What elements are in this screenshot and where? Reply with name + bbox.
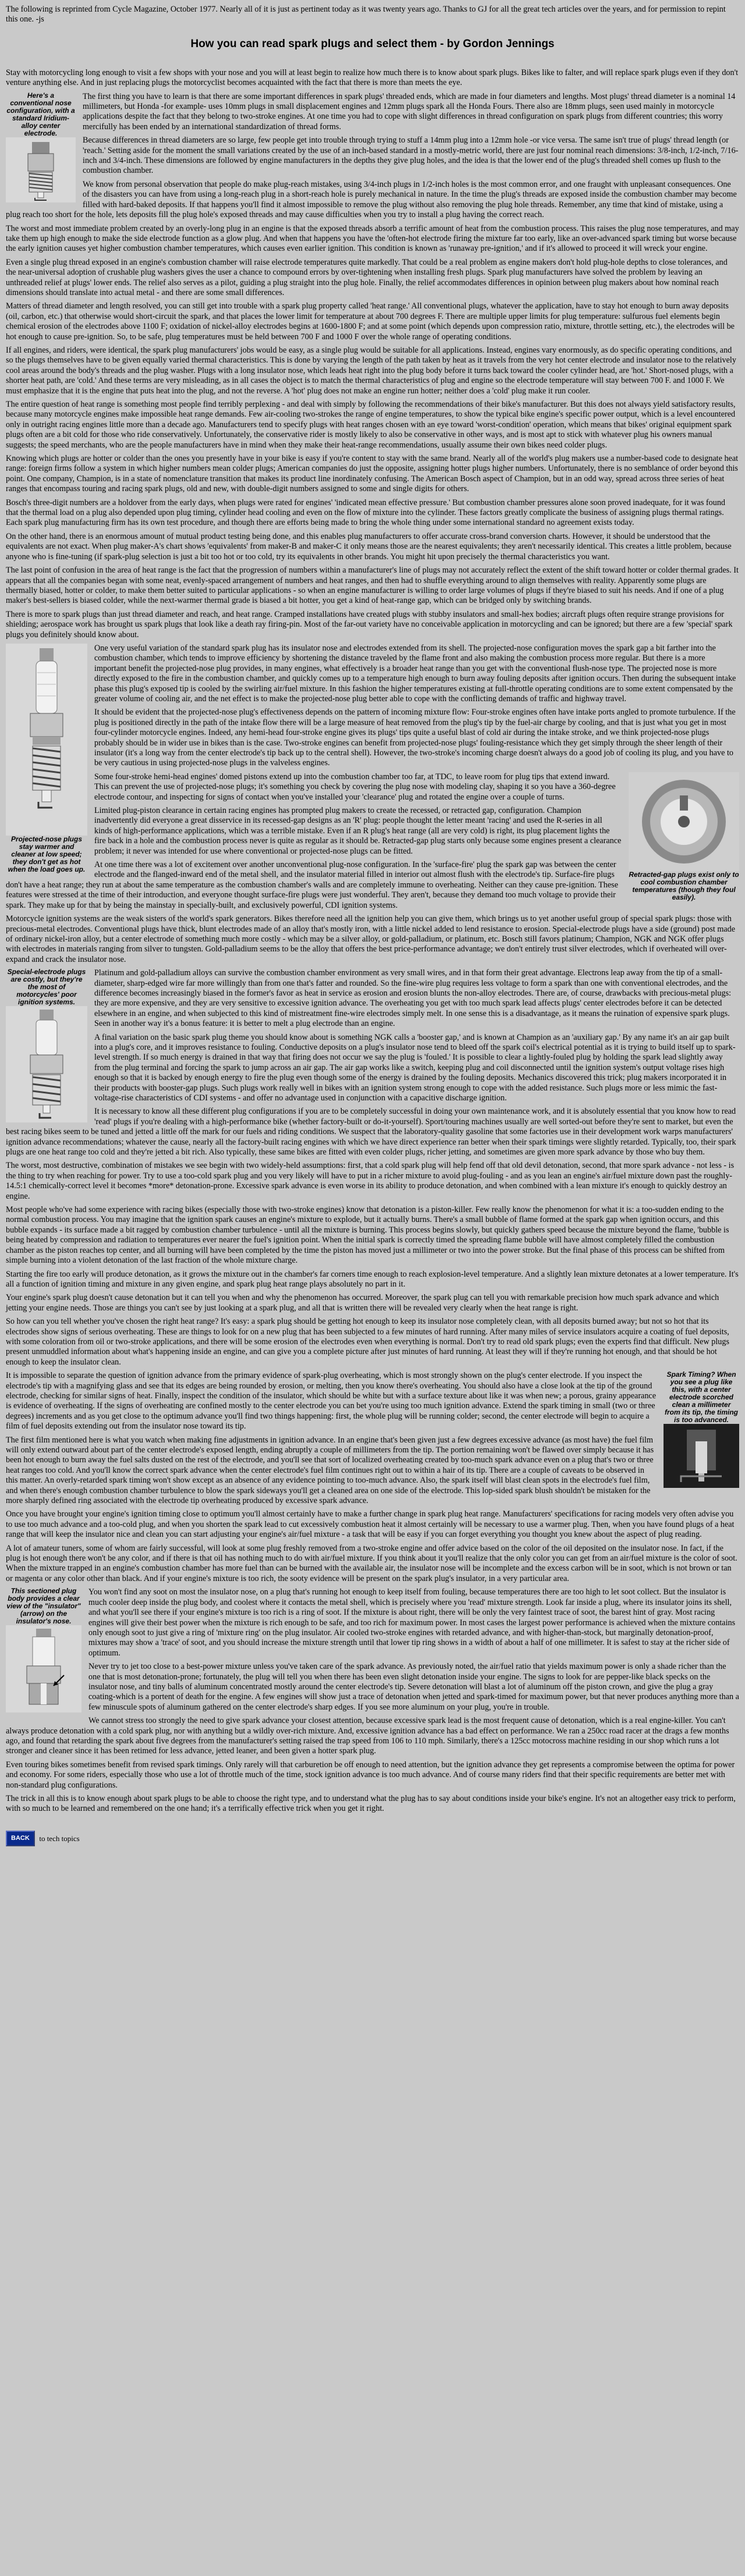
paragraph: The entire question of heat range is something most people find terribly perplexing - and deal with simply by following the recommendations of their bike's manufacturer. But this does not always yield satisfactory results, because many motorcycle engines make impossible heat range demands. Few air-cooling two-strokes the range of engine temperatures, to show the typical bike engine's specific power output, which is a level encountered only in outright racing engines little more than a decade ago. Manufacturers tend to specify plugs with heat ranges chosen with an eye toward 'worst-condition' operation, which means that bikes' original equipment spark plugs often are a bit cold for those who ride conservatively. Unfortunately, the conservative rider is mostly likely to also be conservative in other ways, and is most apt to stick with whatever plug his owners manual suggests; the speed merchants, who are the people manufacturers have in mind when they make their heat-range recommendations, usually assume their own bikes need colder plugs. <box>6 400 736 450</box>
paragraph: At one time there was a lot of excitement over another unconventional plug-nose configuration. In the 'surface-fire' plug the spark gap was between the center electrode and the flanged-inward end of the metal shell, and the insulator material filled in interior out almost flush with the electrode's tip. Surface-fire plugs don't have a heat range; they run at about the same temperature as the combustion chamber's walls and are completely immune to overheating. Neither can they cause pre-ignition. These features were stressed at the time of their introduction, and everyone thought surface-fire plugs were just wonderful. They aren't, because they demand too much voltage to provide their spark. They make up for that by being the mainstay in specially-built, and exclusively powerful, CDI ignition systems. <box>6 860 618 910</box>
figure-caption: Projected-nose plugs stay warmer and cleaner at low speed; they don't get as hot when the load goes up. <box>8 834 86 873</box>
figure-retracted-gap-plug <box>629 772 739 901</box>
paragraph: Some four-stroke hemi-head engines' domed pistons extend up into the combustion chamber too far, at TDC, to leave room for plug tips that extend inward. This can prevent the use of projected-nose plugs; it's something you check by covering the plug nose with modeling clay, shaping it so you have a 360-degree electrode contour, and inspecting for signs of contact when you've installed your 'clearance' plug and rotated the engine over a couple of turns. <box>94 772 616 802</box>
paragraph: Never try to jet too close to a best-power mixture unless you've taken care of the spark advance. As previously noted, the air/fuel ratio that yields maximum power is only a shade richer than the one that is most detonation-prone; fortunately, the plug will tell you when there has been even slight detonation inside your engine. The signs to look for are pepper-like black specks on the insulator nose, and tiny balls of aluminum concentrated mostly around the center electrode's tip. Severe detonation will blast a lot of aluminum off the piston crown, and give the plug a gray coating-which is a portent of death for the engine. A few engines will show just a trace of detonation when jetted and spark-timed for maximum power, but that never produces anything more than a few minuscule spots of aluminum gathered on the center electrode's sharp edges. If you see more aluminum on your plug, you're in trouble. <box>88 1662 739 1712</box>
paragraph: Because differences in thread diameters are so large, few people get into trouble through trying to stuff a 14mm plug into a 12mm hole -or vice versa. The same isn't true of plugs' thread length (or 'reach.' Setting aside for the moment the small variations created by the use of an inch-based standard in a mostly-metric world, there are just four nominal reach dimensions: 3/8-inch, 1/2-inch, 7/16-inch and 3/4-inch. These dimensions are followed by engine manufacturers in the depths they give plug holes, and the idea is that the lower end of the plug's threaded shell comes up flush to the combustion chamber. <box>83 136 739 176</box>
paragraph: Knowing which plugs are hotter or colder than the ones you presently have in your bike is easy if you're content to stay with the same brand. Nearly all of the world's plug makers use a number-based code to designate heat range: foreign firms follow a system in which higher numbers mean colder plugs; American companies do just the opposite, assigning hotter plugs higher numbers. Unfortunately, there is no semblance of order beyond this point. One company, Champion, is in a state of nomenclature transition that makes its product line inordinately confusing. The American Bosch aspect of Champion, but in an odd way, spread across three series of heat ranges that encompass touring and racing spark plugs, old and new, with double-digit numbers assigned to some and single digits for others. <box>6 454 739 494</box>
figure-conventional-plug <box>6 92 76 202</box>
paragraph: One very useful variation of the standard spark plug has its insulator nose and electrodes extended from its shell. The projected-nose configuration moves the spark gap a bit farther into the combustion chamber, which tends to improve efficiency by shortening the distance traveled by the flame front and also making the combustion process more regular. But there is a more important benefit the projected-nose plug provides, in many engines, what effectively is a broader heat range than you get with the conventional flush-nose type. The projected nose is more directly exposed to the fire in the combustion chamber, and quickly comes up to a temperature high enough to burn away fouling deposits after ignition occurs. Then during the subsequent intake phase this plug's exposed tip is cooled by the swirling air/fuel mixture. In this fashion the higher temperatures existing at full-throttle operating conditions are to some extent compensated by the greater volume of cooling air, and the net effect is to make the projected-nose plug better able to cope with the conflicting demands of traffic and highway travel. <box>94 643 736 703</box>
intro-note: The following is reprinted from Cycle Magazine, October 1977. Nearly all of it is just as pertinent today as it was twenty years ago. Thanks to GJ for all the great tech articles over the years, and for permission to repint this one. -js <box>6 5 726 24</box>
paragraph: The last point of confusion in the area of heat range is the fact that the progression of numbers within a manufacturer's line of plugs may not accurately reflect the extent of the shift toward hotter or colder thermal grades. It appears that all the companies began with some neat, evenly-spaced arrangement of numbers and heat ranges, and then had to shuffle everything around to align themselves with reality. Apparently some plugs are thermally biased, hotter or colder, to make them better suited to particular applications - so when an engine manufacturer is willing to order large volumes of plugs if they're biased to suit his needs. And if one of a plug maker's best-sellers is biased colder, while the next-warmer thermal grade is biased a bit hotter, you get a kind of heat-range gap, which can be bridged only by switching brands. <box>6 566 739 606</box>
spark-plug-photo <box>6 137 76 202</box>
figure-caption: Spark Timing? When you see a plug like this, with a center electrode scorched clean a millimeter from its tip, the timing is too advanced. <box>665 1370 738 1424</box>
paragraph: It should be evident that the projected-nose plug's effectiveness depends on the pattern of incoming mixture flow: Four-stroke engines often have intake ports angled to promote turbulence. If the plug is positioned directly in the path of the intake flow there will be a large measure of heat removed from the plug's tip by the fuel-air charge by cooling, and that is just what you get in most four-cylinder motorcycle engines. Indeed, any hemi-head four-stroke engine gives its plugs' tips quite a useful blast of cold air during the intake stroke, and we think projected-nose plugs probably should be in wider use in bikes than is the case. Two-stroke engines can benefit from projected-nose plugs' fouling-resistance which they get simply through the sheer length of their insulator (it's a long way from the center electrode's tip back up to the central shell). However, the two-stroke's incoming charge doesn't always do a good job of cooling its plug, and you have to be very cautious in using projected-nose plugs in the valveless engines. <box>94 708 736 768</box>
paragraph: The worst and most immediate problem created by an overly-long plug in an engine is that the exposed threads absorb a terrific amount of heat from the combustion process. This raises the plug nose temperatures, and may take them up high enough to make the side electrode function as a glow plug. And when that happens you have the 'often-hot electrode firing the mixture far too early, like an over-advanced spark timing but worse because the early ignition causes yet higher combustion chamber temperatures, which causes even earlier ignition. This condition is known as 'runaway pre-ignition,' and if it's allowed to proceed it will wreck your engine. <box>6 223 739 254</box>
paragraph: Limited plug-piston clearance in certain racing engines has prompted plug makers to create the recessed, or retracted gap, configuration. Champion inadvertently did everyone a great disservice in its recessed-gap designs as an 'R' plug: people thought the letter meant 'racing' and used the R-series in all kinds of high-performance applications, which was a terrible mistake. Even if an R plug's heat range (all are very cold) is right, its plug placement lights the fire back in a hole and the combustion process never is quite as regular as it should be. Retracted-gap plug starts only because some engines present a clearance problem; it never was intended for use where conventional or projected-nose plugs can be fitted. <box>94 806 622 856</box>
spark-plug-photo <box>6 1625 81 1712</box>
paragraph: If all engines, and riders, were identical, the spark plug manufacturers' jobs would be easy, as a single plug would be suitable for all applications. Instead, engines vary enormously, as do specific operating conditions, and so the plugs themselves have to be given equally varied thermal characteristics. This is done by varying the length of the path taken by heat as it travels from the very hot center electrode and insulator nose to the relatively cool areas around the body's threads and the plug washer. Plugs with a long insulator nose, which leads heat right into the plug body before it turns back toward the cooler cylinder head, are 'hot.' Short-nosed plugs, with a shorter heat path, are 'cold.' And these terms are very misleading, as in all cases the object is to match the thermal characteristics of plug and engine so the electrode temperature will stay between 700 F. and 1000 F. We must emphasize that it is the engine that puts heat into the plug, and not the reverse. A 'hot' plug does not make an engine run hotter; neither does a 'cold' plug make it run cooler. <box>6 345 736 396</box>
paragraph: There is more to spark plugs than just thread diameter and reach, and heat range. Cramped installations have created plugs with stubby insulators and small-hex bodies; aircraft plugs often require strange provisions for shielding; aerospace work has brought us spark plugs that look like a death ray firing-pin. Most of the far-out variety have no conceivable application in motorcycling and can be ignored; but there are a few 'special' spark plugs you definitely should know about. <box>6 609 733 639</box>
paragraph: The first thing you have to learn is that there are some important differences in spark plugs' threaded ends, which are made in four diameters and lengths. Most plugs' thread diameter is a nominal 14 millimeters, but Honda -for example- uses 10mm plugs in small displacement engines and 12mm plugs spark all the Honda Fours. There also are 18mm plugs, seen used mainly in motorcycle applications despite the fact that they belong to two-stroke engines. At one time you had to cope with slight differences in thread configuration on spark plugs from different countries; this worry mercifully has been ended by an international standardization of thread forms. <box>83 91 736 132</box>
paragraph: The first film mentioned here is what you watch when making fine adjustments in ignition advance. In an engine that's been given just a few degrees excessive advance (as most have) the fuel film will only extend outward about part of the center electrode's exposed length, ending abruptly a couple of millimeters from the tip. The portion remaining won't be flawed over simply because it has been hot enough to burn away the fuel salts dusted on the rest of the electrode, and you'll see that sort of localized overheating created by too-much spark advance even on a plug that's two or three heat ranges too cold. And you'll know the correct spark advance when the center electrode's fuel film continues right out to within a hair of its tip. There are a couple of caveats to be observed in this matter. An overly-retarded spark timing won't show except as an absence of any evidence pointing to too-much advance. Also, the spark itself will blast clean spots in the electrode's fuel film, and when there's enough combustion chamber turbulence to blow the spark sideways you'll get a cleaned area on one side of the electrode. This lop-sided spark blush shouldn't be mistaken for the more sharply defined ring associated with the electrode tip overheating produced by excessive spark advance. <box>6 1435 654 1506</box>
spark-plug-photo <box>6 644 87 836</box>
figure-caption: Special-electrode plugs are costly, but they're the most of motorcycles' poor ignition systems. <box>7 968 86 1007</box>
paragraph: Platinum and gold-palladium alloys can survive the combustion chamber environment as very small wires, and in that form their great advantage. Electrons leap away from the tip of a small-diameter, sharp-edged wire far more willingly than from one that's fatter and rounded. So the fine-wire plug requires less voltage to form a spark than one with conventional electrodes, and the difference becomes increasingly biased in the former's favor as heat in service as erosion and erosion blunts the non-alloy electrodes. There are, of course, drawbacks with precious-metal plugs: they are more expensive, and they are very sensitive to excessive ignition advance. The overheating you get with too much spark lead affects plugs' center electrodes before it can be detected elsewhere in an engine, and when subjected to this kind of mistreatment fine-wire electrodes simply melt. In one sense this is a disadvantage, as it means the ruination of expensive spark plugs. Seen in another way it's a bonus feature: it is better to melt a plug electrode than an engine. <box>94 968 732 1029</box>
paragraph: Stay with motorcycling long enough to visit a few shops with your nose and you will at least begin to realize how much there is to know about spark plugs. Bikes like to falter, and will replace spark plugs even if they don't venture anything else. And in just replacing plugs the motorcyclist becomes acquainted with the fact that there is more than meets the eye. <box>6 67 739 88</box>
paragraph: So how can you tell whether you've chosen the right heat range? It's easy: a spark plug should be getting hot enough to keep its insulator nose completely clean, with all deposits burned away; but not so hot that its electrodes show signs of serious overheating. These are things to look for on a new plug that has been subjected to a few minutes of hard running. After many miles of service insulators acquire a coating of fuel deposits, with some coloration from oil or two-stroke applications, and there will be some erosion of the electrodes even when everything is normal. Don't try to read old spark plugs; even the experts find that difficult. New plugs present unmuddled information about what's happening inside an engine, and can give you a complete picture after just minutes of hard running. At least they will if they're running hot enough, and that should be hot enough to keep the insulator clean. <box>6 1317 729 1367</box>
figure-caption: Retracted-gap plugs exist only to cool combustion chamber temperatures (though they foul easily). <box>629 870 739 901</box>
spark-plug-photo <box>629 772 739 871</box>
paragraph: Bosch's three-digit numbers are a holdover from the early days, when plugs were rated for engines' 'indicated mean effective pressure.' But combustion chamber pressures alone soon proved inadequate, for it was found that the thermal load on a plug also depended upon plug timing, cylinder head cooling and even on the flow of mixture into the cylinder. These factors greatly complicate the business of assigning plugs thermal ratings. Each spark plug manufacturing firm has its own test procedure, and though there are efforts being made to bring the whole thing under some international standard no agreement exists today. <box>6 498 726 528</box>
paragraph: Even touring bikes sometimes benefit from revised spark timings. Only rarely will that carburetion be off enough to need attention, but the ignition advance they get represents a compromise between the optima for power and economy. For some riders, especially those who use a lot of throttle much of the time, stock ignition advance is too much advance. And of course many riders find that their specific requirements are better met with non-standard plug configurations. <box>6 1760 735 1790</box>
back-button[interactable]: BACK <box>6 1831 35 1846</box>
figure-projected-nose-plug <box>6 644 87 873</box>
figure-sectioned-plug <box>6 1587 81 1712</box>
spark-plug-photo <box>664 1424 739 1488</box>
paragraph: Even a single plug thread exposed in an engine's combustion chamber will raise electrode temperatures quite markedly. That could be a real problem as engine makers don't hold plug-hole depths to close tolerances, and the near-universal adoption of crushable plug washers gives the user a chance to compound errors by over-tightening when installing fresh plugs. Spark plug manufacturers have solved the problem by leaving an unthreaded relief at plugs' lower ends. The relief also serves as a pilot, guiding a plug straight into the plug hole. Finally, the relief accommodates differences in opinion between plug makers about how nominal reach dimensions should translate into actual metal - and there are some small differences. <box>6 257 728 297</box>
paragraph: You won't find any soot on most the insulator nose, on a plug that's running hot enough to keep itself from fouling, because temperatures there are too high to let soot collect. But the insulator is much cooler deep inside the plug body, and coolest where it contacts the metal shell, which is precisely where you 'read' mixture strength. Look far inside a plug, where its insulator joins its shell, and what you'll see there if your engine's mixture is too rich is a ring of soot. If the mixture is about right, there will be only the very faintest trace of soot, the barest hint of gray. Most racing engines will give their best power when the mixture is rich enough to be safe, and too rich for maximum power. In most cases the largest power performance is achieved when the mixture contains only enough soot to just give a ring of 'mixture ring' on the plug insulator. Air cooled two-stroke engines with retarded advance, and with higher-than-stock, but marginally detonation-proof, mixtures may show a 'trace' of soot, and you should increase the mixture strength until that lower tip ring shows in a width of about a half of one millimeter. It is safest to stay at the richer side of optimum. <box>88 1587 736 1658</box>
paragraph: The trick in all this is to know enough about spark plugs to be able to choose the right type, and to understand what the plug has to say about conditions inside your bike's engine. It's not an altogether easy trick to perform, with so much to be learned and remembered on the one hand; it's a terrifically effective trick when you get it right. <box>6 1794 736 1814</box>
figure-caption: This sectioned plug body provides a clear view of the "insulator" (arrow) on the insulator's nose. <box>6 1587 81 1626</box>
paragraph: We cannot stress too strongly the need to give spark advance your closest attention, because excessive spark lead is the most frequent cause of detonation, which is a real engine-killer. You can't always produce detonation with a cold spark plug, nor with anything but a wildly over-rich mixture. And, excessive ignition advance has a bad effect on performance. We ran a 250cc road racer at the drags a few months ago, and found that retarding the spark about five degrees from the manufacturer's setting raised the trap speed from 106 to 110 mph. Similarly, there's a 125cc motocross machine residing in our shop which runs a lot stronger and cleaner since it has been retimed for less advance, jetted leaner, and been given a hotter spark plug. <box>6 1716 729 1756</box>
paragraph: We know from personal observation that people do make plug-reach mistakes, using 3/4-inch plugs in 1/2-inch holes is the most common error, and one fraught with unpleasant consequences. One of the disasters you can have from using a long-reach plug in a short-reach hole is purely mechanical in nature. In the time the plug's threads are exposed inside the combustion chamber may become filled with hard-baked deposits. If that happens you'll find it almost impossible to remove the plug without also removing the plug hole threads. Remember, any time that kind of mistake, using a plug reach too short for the hole, lets deposits fill the plug hole's exposed threads and may cause difficulties when you try to install a plug having the correct reach. <box>6 179 737 220</box>
paragraph: Once you have brought your engine's ignition timing close to optimum you'll almost certainly have to make a further change in spark plug heat range. Manufacturers' specifications for racing models very often advise you to use too much advance and a too-cold plug, and when you shorten the spark lead to cut excessively combustion heat it almost certainly will be necessary to use a warmer plug. Then, when you have found plugs of a heat range that will keep the insulator nice and clean you can start adjusting your engine's air/fuel mixture - a task that will be easy if you can forget everything you thought you knew about the aspect of plug reading. <box>6 1509 735 1540</box>
paragraph: On the other hand, there is an enormous amount of mutual product testing being done, and this enables plug manufacturers to offer accurate cross-brand conversion charts. However, it should be understood that the equivalents are not exact. When plug maker-A's chart shows 'equivalents' from maker-B and maker-C it only means those are the nearest equivalents; they aren't necessarily identical. This creates a little problem, because anyone who is fine-tuning (if spark-plug selection is just a bit too hot or too cold, try its equivalents in other brands. You might hit upon precisely the thermal characteristics you want. <box>6 531 732 562</box>
figure-caption: Here's a conventional nose configuration, with a standard Iridium-alloy center electrode. <box>6 91 75 137</box>
paragraph: Motorcycle ignition systems are the weak sisters of the world's spark generators. Bikes therefore need all the ignition help you can give them, which brings us to yet another useful group of special spark plugs: those with precious-metal electrodes. Conventional plugs have thick, blunt electrodes made of an alloy that's mostly iron, with a little nickel added to lend resistance to erosion. Special-electrode plugs have a side (ground) post made of ordinary nickel-iron alloy, but a center electrode of something much more costly - which may be a silver alloy, or gold-palladium, or platinum, etc. Bosch still favors platinum; Champion, NGK and NGK offer plugs with electrodes in materials ranging from silver to tungsten. Gold-palladium seems to be the alloy that offers the best price-performance advantage; we don't entirely trust silver electrodes, which if overheated will over-expand and crack the insulator nose. <box>6 914 736 964</box>
figure-spark-timing-plug <box>664 1371 739 1488</box>
paragraph: It is necessary to know all these different plug configurations if you are to be completely successful in doing your own maintenance work, and it is absolutely essential that you know how to read 'read' plugs if you're dealing with a high-performance bike (whether factory-built or do-it-yourself). Sport/touring machines usually are well sorted-out before they're sent to market, but even the best racing bikes seem to be tuned and jetted a little off the mark for our fuels and riding conditions. We suspect that the laboratory-quality gasoline that some factories use in their development work warps manufacturers' ignition advance recommendations; whatever the cause, nearly all the factory-built racing engines with which we have direct experience ran better when their spark timings were slightly retarded. Typically, too, their spark plugs are one heat range too cold and they're jetted a bit rich. Also typically, these same bikes are fitted with even colder plugs, richer jetting, and sometimes are given more spark advance by those who buy them. <box>6 1107 736 1157</box>
paragraph: A final variation on the basic spark plug theme you should know about is something NGK calls a 'booster gap,' and is known at Champion as an 'auxiliary gap.' By any name it's an air gap built into a plug's core, and it improves resistance to fouling. Conductive deposits on a plug's insulator nose tend to bleed off the spark coil's electrical potential as it is trying to build itself up to spark-level strength. If so much energy is drained in that way that firing does not occur we say the plug is 'fouled.' It is possible to clear a lightly-fouled plug by holding the spark lead slightly away from the plug terminal and forcing the spark to jump across an air gap. The air gap works like a switch, keeping plug and coil disconnected until the ignition system's output voltage rises high enough so that it is backed by enough energy to fire the plug even though some of the energy is drained by the fouling deposits. Mechanics discovered this trick; plug makers incorporated it in their products with booster-gap plugs. Such plugs work really well in bikes with an ignition system strong enough to cope with the added resistance. Such plugs more or less mimic the fast-voltage-rise characteristics of CDI systems - and offer no advantage used in conjunction with a capacitive discharge ignition. <box>94 1032 736 1103</box>
paragraph: The worst, most destructive, combination of mistakes we see begin with two widely-held assumptions: first, that a cold spark plug will help fend off that old devil detonation, second, that more spark advance - not less - is the thing to try when reaching for power. Try to use a too-cold spark plug and you very likely will have to put in a richer mixture to avoid plug-fouling - and as you lean an engine's air/fuel mixture down past the roughly-14.5:1 chemically-correct level it becomes *more* detonation-prone. Excessive spark advance is even worse in its ability to produce detonation, and when combined with a lean mixture it's enough to quickly destroy an engine. <box>6 1161 735 1201</box>
figure-special-electrode-plug <box>6 968 87 1122</box>
paragraph: Most people who've had some experience with racing bikes (especially those with two-stroke engines) know that detonation is a piston-killer. Few really know the phenomenon for what it is: a too-sudden ending to the normal combustion process. You may imagine that the ignition spark causes an engine's mixture to explode, but it actually burns. There's a small bubble of flame formed at the spark gap when ignition occurs, and this bubble expands - its surface made a bit ragged by combustion chamber turbulence - until all the mixture is burning. This process begins slowly, but quickly gathers speed because the mixture beyond the flame, 'bubble is being heated by compression and radiation to temperatures ever nearer the fuel's ignition point. When the initial spark is correctly timed the spreading flame bubble will have almost completely filled the combustion chamber as the piston reaches top center, and all burning will have been completed by the time the piston has moved just a millimeter or two into the power stroke. But the final phase of this process can be shifted from simple burning into a violent detonation of the last fraction of the whole mixture charge. <box>6 1205 729 1266</box>
spark-plug-photo <box>6 1006 87 1122</box>
footer-nav <box>6 1831 739 1846</box>
paragraph: A lot of amateur tuners, some of whom are fairly successful, will look at some plug freshly removed from a two-stroke engine and offer advice based on the color of the oil deposited on the insulator nose. In fact, if the plug is hot enough there won't be any color, and if there is that oil has nothing much to do with air/fuel mixture. If you think about it you'll realize that the only color you can get from an air/fuel mixture is the color of soot. When the mixture trapped in an engine's combustion chamber has more fuel than can be burned with the available air, the insulator nose will be incomplete and the excess carbon will be in soot, which is not brown or tan or magenta or any color other than black. And if your engine's mixture is too rich, the sooty evidence will be present on the spark plug's insulator, in a very particular area. <box>6 1543 737 1583</box>
paragraph: Matters of thread diameter and length resolved, you can still get into trouble with a spark plug property called 'heat range.' All conventional plugs, whatever the application, have to stay hot enough to burn away deposits (oil, carbon, etc.) that otherwise would short-circuit the spark, and that places the lower limit for temperature at about 700 degrees F. There are multiple upper limits for plug temperature: sulfurous fuel elements begin chemical erosion of the electrodes above 1100 F; oxidation of nickel-alloy electrodes begins at 1600-1800 F; and at some point (which depends upon compression ratio, mixture, throttle setting, etc.), the electrodes will be hot enough to cause pre-ignition. So, to be safe, plug temperatures must be held between 700 F and 1000 F over the whole range of operating conditions. <box>6 301 735 342</box>
article-title: How you can read spark plugs and select them - by Gordon Jennings <box>190 37 555 50</box>
paragraph: Starting the fire too early will produce detonation, as it grows the mixture out in the chamber's far corners time enough to reach explosion-level temperature. And a slightly lean mixture detonates at a lower temperature. It's all a function of ignition timing and mixture in any given engine, and spark plug heat range plays absolutely no part in it. <box>6 1269 739 1289</box>
paragraph: It is impossible to separate the question of ignition advance from the primary evidence of spark-plug overheating, which is most strongly shown on the plug's center electrode. If you inspect the electrode's tip with a magnifying glass and see that its edges are being rounded by erosion, or melting, then you know there's overheating. You should also have a close look at the tip of the ground electrode, checking for similar signs of heat. Finally, inspect the condition of the insulator, which should be white but with a surface texture about like it was when new; a porous, grainy appearance is evidence of overheating. If the signs of overheating are confined mostly to the center electrode you can bet you're using too much ignition advance. Extend the spark timing in small (two or three degrees) increments and as you get close to the optimum advance you'll find two things happening: first, the whole plug will be running colder; second, the center electrode will begin to acquire a film of fuel deposits extending out from the insulator nose toward its tip. <box>6 1371 657 1431</box>
paragraph: Your engine's spark plug doesn't cause detonation but it can tell you when and why the phenomenon has occurred. Moreover, the spark plug can tell you with remarkable precision how much spark advance and which jetting your engine needs. Those are things you can't see by just looking at a spark plug, and all that is written there will be revealed very clearly when the heat range is right. <box>6 1293 719 1313</box>
tech-topics-link[interactable]: to tech topics <box>39 1834 80 1843</box>
